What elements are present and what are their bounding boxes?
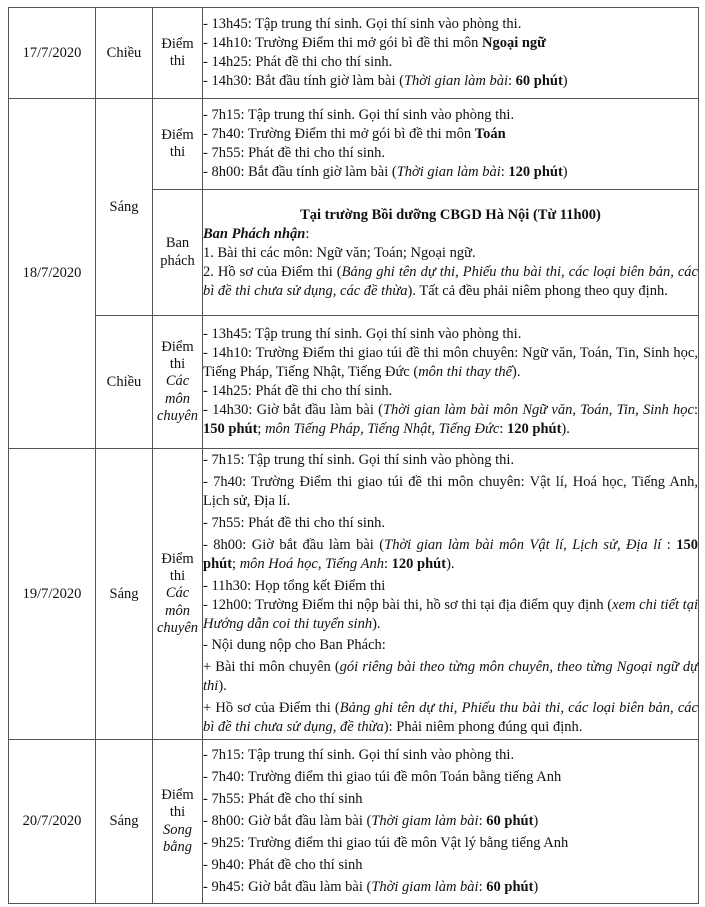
session-cell: Sáng (96, 740, 153, 904)
date-cell: 20/7/2020 (9, 740, 96, 904)
activity-line: - 8h00: Giờ bắt đầu làm bài (Thời gian làm bài môn Vật lí, Lịch sử, Địa lí : 150 phút; môn Hoá học, Tiếng Anh: 120 phút). (203, 536, 699, 572)
activity-line: - 7h15: Tập trung thí sinh. Gọi thí sinh vào phòng thi. (203, 107, 515, 123)
activity-line: - 9h40: Phát đề cho thí sinh (203, 857, 363, 873)
activity-line: - 14h25: Phát đề thi cho thí sinh. (203, 383, 393, 399)
activity-line: Ban Phách nhận: (203, 226, 310, 243)
session-cell: Sáng (96, 449, 153, 740)
date-cell: 18/7/2020 (9, 99, 96, 449)
place-line: thi (169, 144, 186, 160)
place-cell (153, 449, 203, 740)
activity-cell (203, 316, 699, 449)
activity-line: + Hồ sơ của Điểm thi (Bảng ghi tên dự thi, Phiếu thu bài thi, các loại biên bản, các bì đề thi chưa sử dụng, đề thừa): Phải niêm phong đúng qui định. (203, 700, 698, 735)
place-cell (153, 740, 203, 904)
activity-line: - 7h55: Phát đề thi cho thí sinh. (203, 145, 386, 161)
section-title: Tại trường Bồi dưỡng CBGD Hà Nội (Từ 11h00) (300, 207, 601, 224)
activity-cell (203, 8, 699, 99)
place-line: Các (165, 585, 190, 602)
place-cell (153, 190, 203, 316)
schedule-row (9, 316, 699, 449)
activity-line: - 9h45: Giờ bắt đầu làm bài (Thời giam làm bài: 60 phút) (203, 879, 539, 895)
activity-cell (203, 99, 699, 190)
place-line: phách (160, 252, 195, 269)
activity-line: - 11h30: Họp tổng kết Điểm thi (203, 577, 386, 594)
place-line: chuyên (156, 620, 199, 637)
place-line: bằng (163, 838, 192, 855)
place-line: Điểm (161, 126, 194, 143)
activity-line: - 7h15: Tập trung thí sinh. Gọi thí sinh vào phòng thi. (203, 452, 515, 469)
place-line: Các (165, 373, 190, 390)
place-cell (153, 99, 203, 190)
activity-line: - 7h40: Trường Điểm thi giao túi đề thi môn chuyên: Vật lí, Hoá học, Tiếng Anh, Lịch sử, Địa lí. (203, 474, 698, 510)
schedule-row (9, 99, 699, 190)
activity-line: - 13h45: Tập trung thí sinh. Gọi thí sinh vào phòng thi. (203, 326, 522, 343)
activity-line: - 7h55: Phát đề thi cho thí sinh. (203, 514, 386, 531)
place-line: Điểm (161, 550, 194, 567)
activity-line: + Bài thi môn chuyên (gói riêng bài theo từng môn chuyên, theo từng Ngoại ngữ dự thi). (203, 659, 698, 695)
date-cell: 17/7/2020 (9, 8, 96, 99)
session-cell: Sáng (96, 99, 153, 316)
place-line: thi (169, 567, 186, 584)
activity-line: - 8h00: Giờ bắt đầu làm bài (Thời giam làm bài: 60 phút) (203, 813, 539, 829)
activity-line: 2. Hồ sơ của Điểm thi (Bảng ghi tên dự thi, Phiếu thu bài thi, các loại biên bản, các bì đề thi chưa sử dụng, các đề thừa). Tất cả đều phải niêm phong theo quy định. (203, 264, 698, 299)
place-line: thi (169, 804, 186, 821)
activity-line: 1. Bài thi các môn: Ngữ văn; Toán; Ngoại ngữ. (203, 245, 476, 262)
activity-line: - 14h10: Trường Điểm thi mở gói bì đề thi môn Ngoại ngữ (203, 35, 546, 51)
activity-line: - 13h45: Tập trung thí sinh. Gọi thí sinh vào phòng thi. (203, 16, 522, 32)
activity-line: - 7h40: Trường Điểm thi mở gói bì đề thi môn Toán (203, 126, 506, 142)
activity-line: - 9h25: Trường điểm thi giao túi đề môn Vật lý bằng tiếng Anh (203, 835, 569, 851)
exam-schedule-table (8, 7, 699, 904)
activity-line: - 14h30: Giờ bắt đầu làm bài (Thời gian làm bài môn Ngữ văn, Toán, Tin, Sinh học: 150 phút; môn Tiếng Pháp, Tiếng Nhật, Tiếng Đức: 120 phút). (203, 402, 698, 437)
place-line: Điểm (161, 35, 194, 52)
place-line: Ban (165, 235, 190, 252)
activity-cell (203, 449, 699, 740)
place-line: Điểm (161, 338, 194, 355)
activity-line: - 8h00: Bắt đầu tính giờ làm bài (Thời gian làm bài: 120 phút) (203, 164, 568, 180)
session-cell: Chiều (96, 316, 153, 449)
activity-line: - 7h55: Phát đề cho thí sinh (203, 791, 363, 807)
place-line: thi (169, 53, 186, 69)
activity-cell (203, 190, 699, 316)
place-line: môn (165, 390, 190, 407)
place-cell (153, 316, 203, 449)
place-line: thi (169, 355, 186, 372)
schedule-row (9, 740, 699, 904)
place-line: môn (165, 602, 190, 619)
place-line: chuyên (156, 408, 199, 425)
activity-cell (203, 740, 699, 904)
date-cell: 19/7/2020 (9, 449, 96, 740)
place-line: Song (163, 821, 192, 838)
activity-line: - Nội dung nộp cho Ban Phách: (203, 637, 386, 654)
schedule-row (9, 449, 699, 740)
place-cell (153, 8, 203, 99)
session-cell: Chiều (96, 8, 153, 99)
activity-line: - 7h15: Tập trung thí sinh. Gọi thí sinh vào phòng thi. (203, 747, 515, 763)
activity-line: - 14h10: Trường Điểm thi giao túi đề thi môn chuyên: Ngữ văn, Toán, Tin, Sinh học, Tiếng Pháp, Tiếng Nhật, Tiếng Đức (môn thi thay thế). (203, 345, 698, 381)
activity-line: - 7h40: Trường điểm thi giao túi đề môn Toán bằng tiếng Anh (203, 769, 562, 785)
schedule-row (9, 8, 699, 99)
activity-line: - 12h00: Trường Điểm thi nộp bài thi, hồ sơ thi tại địa điểm quy định (xem chi tiết tại Hướng dẫn coi thi tuyển sinh). (203, 596, 698, 632)
place-line: Điểm (161, 786, 194, 803)
activity-line: - 14h30: Bắt đầu tính giờ làm bài (Thời gian làm bài: 60 phút) (203, 73, 568, 89)
activity-line: - 14h25: Phát đề thi cho thí sinh. (203, 54, 393, 70)
